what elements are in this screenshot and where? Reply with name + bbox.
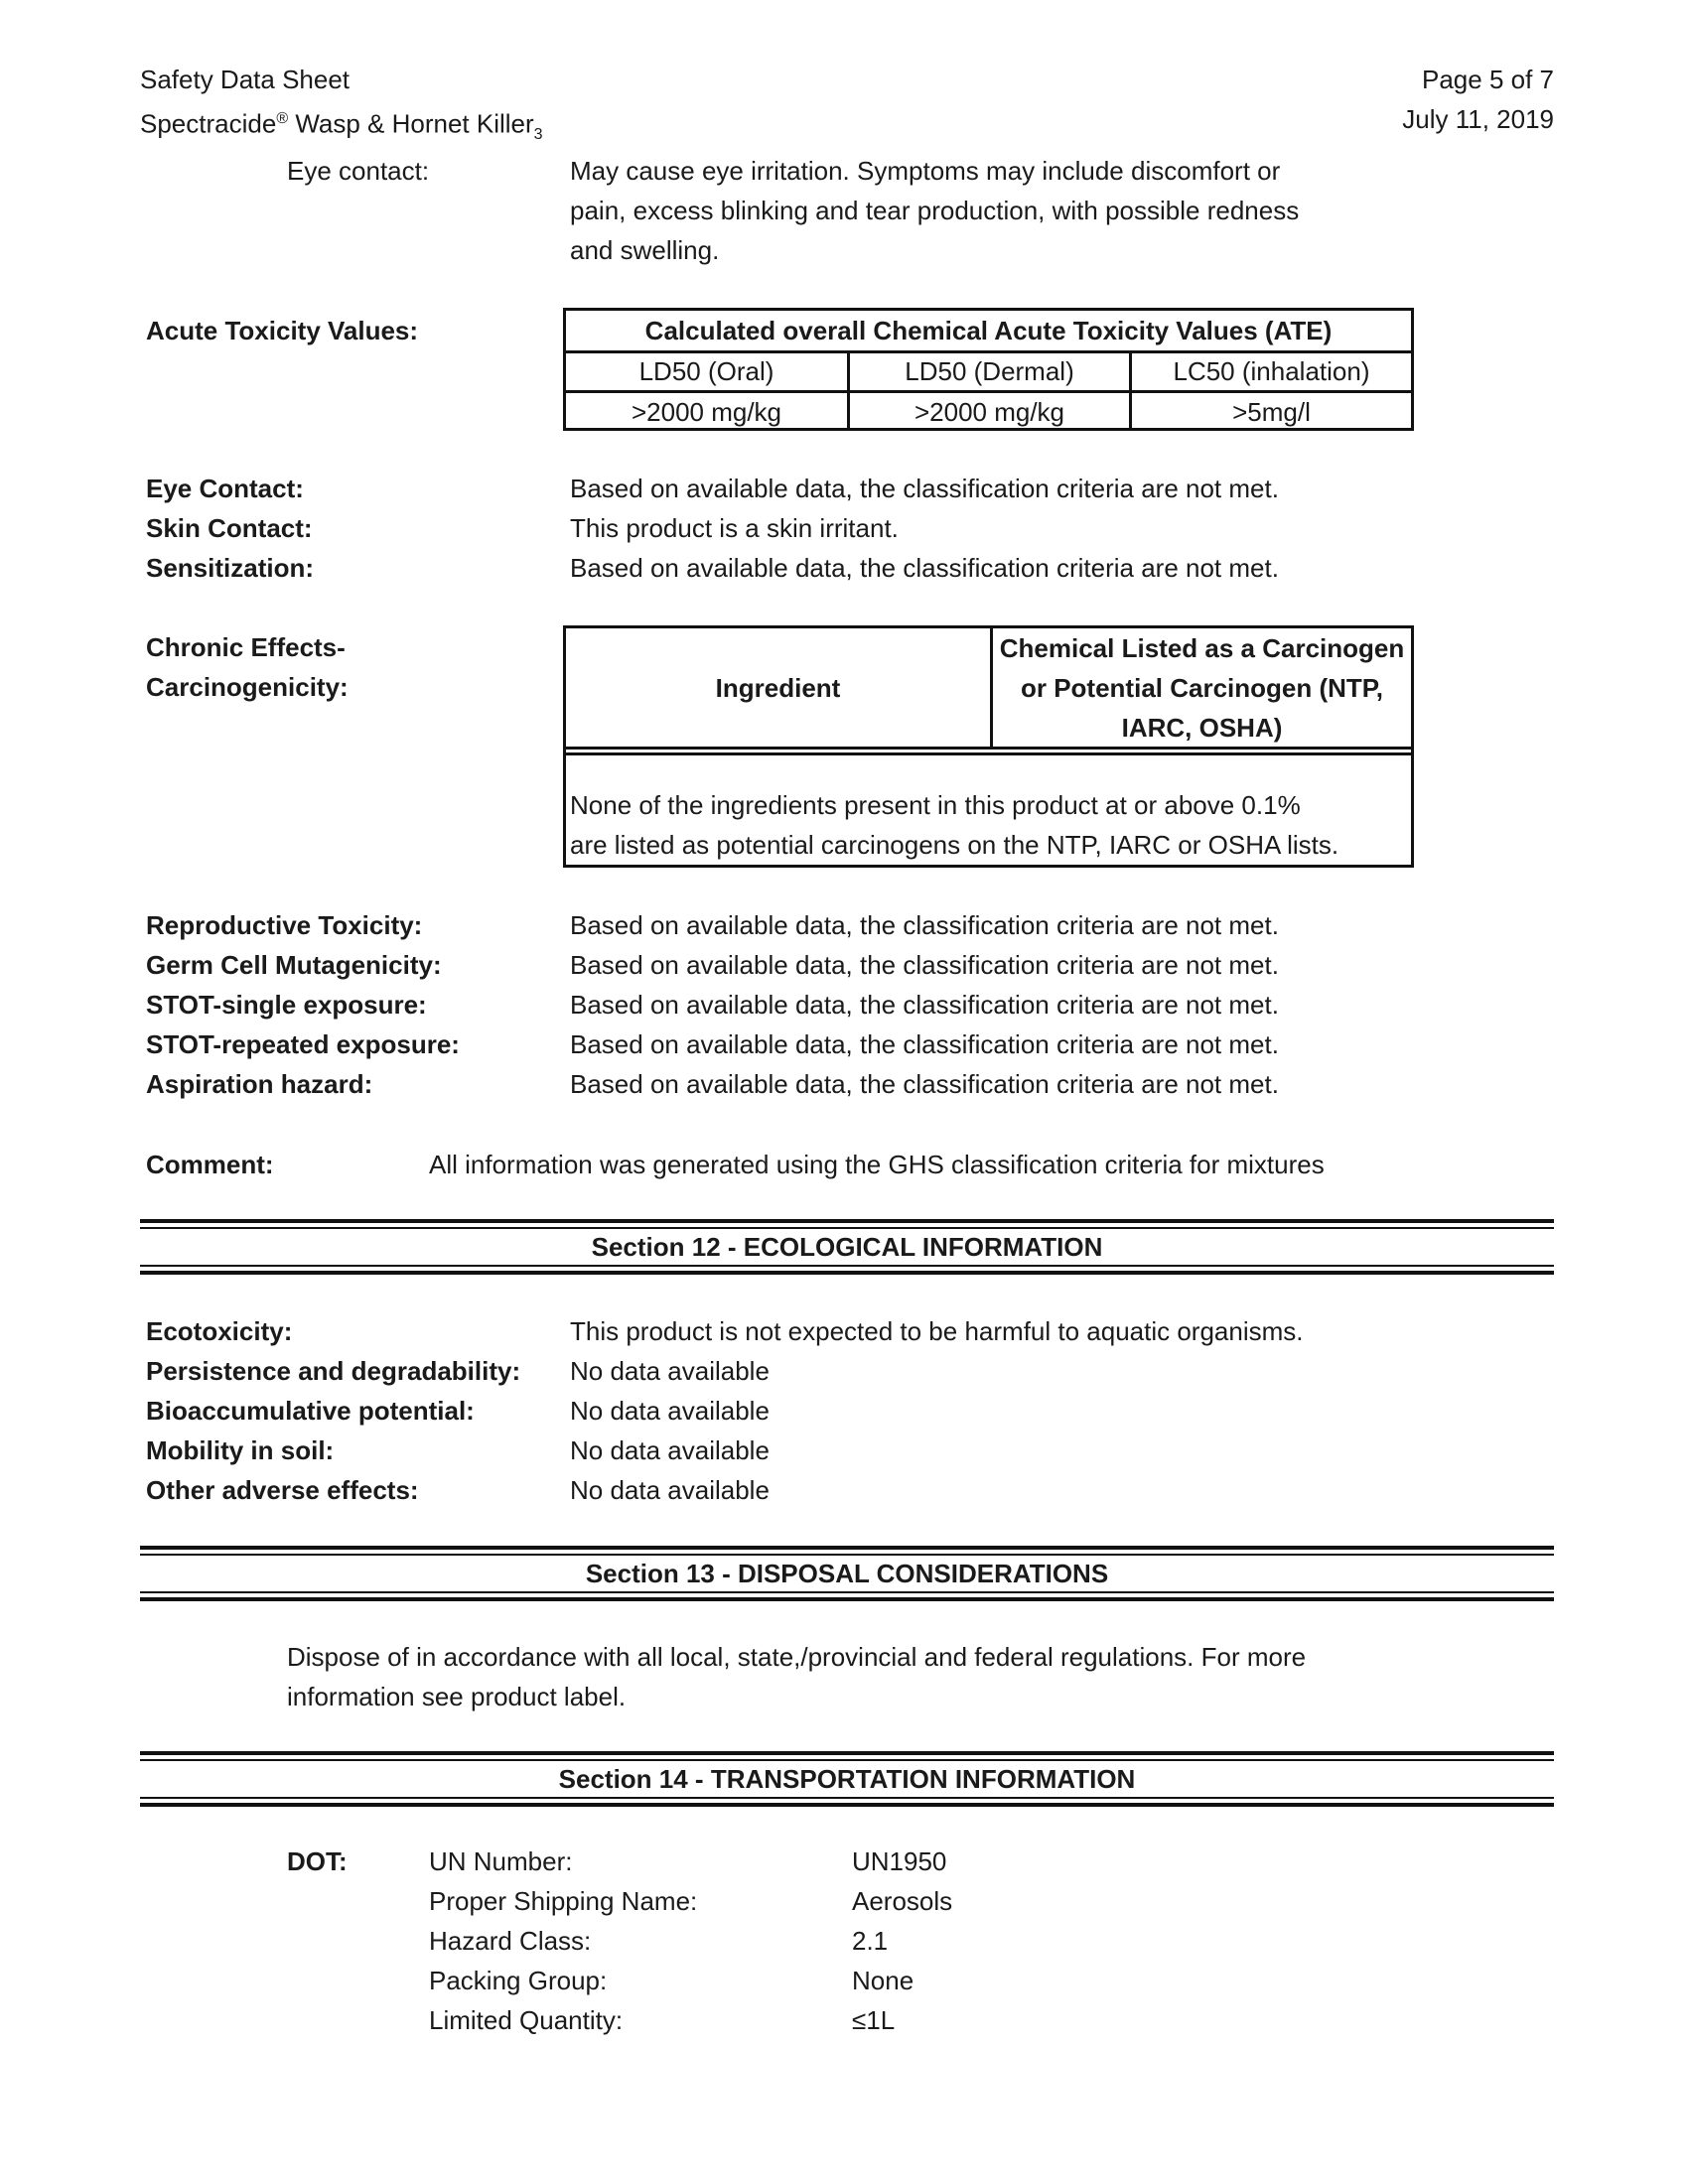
ecotoxicity-label: Ecotoxicity:	[146, 1316, 293, 1346]
stot-single-label: STOT-single exposure:	[146, 990, 427, 1020]
ate-table-title: Calculated overall Chemical Acute Toxicity Values (ATE)	[644, 316, 1333, 345]
ate-header-dermal: LD50 (Dermal)	[905, 356, 1074, 386]
acute-toxicity-table	[563, 308, 1414, 431]
bioaccumulative-label: Bioaccumulative potential:	[146, 1396, 475, 1426]
packing-group-value: None	[852, 1966, 914, 1995]
persistence-value: No data available	[570, 1356, 770, 1386]
acute-toxicity-label: Acute Toxicity Values:	[146, 316, 419, 345]
un-number-label: UN Number:	[429, 1846, 573, 1876]
section-12-title: Section 12 - ECOLOGICAL INFORMATION	[591, 1232, 1103, 1262]
section-14-title: Section 14 - TRANSPORTATION INFORMATION	[558, 1764, 1136, 1794]
section-13-rule-bottom	[140, 1597, 1554, 1601]
mobility-value: No data available	[570, 1435, 770, 1465]
carcinogen-col-ingredient: Ingredient	[715, 672, 841, 703]
product-name: Spectracide® Wasp & Hornet Killer$_3$	[140, 108, 543, 143]
chronic-label-1: Chronic Effects-	[146, 632, 346, 662]
eye-contact-item-value: Based on available data, the classification criteria are not met.	[570, 474, 1279, 503]
carcinogen-col-listed-line-1: Chemical Listed as a Carcinogen	[999, 632, 1405, 663]
disposal-line-1: Dispose of in accordance with all local, state,/provincial and federal regulations. For more	[287, 1642, 1307, 1672]
ate-header-inhalation: LC50 (inhalation)	[1173, 356, 1370, 386]
eye-contact-line-2: pain, excess blinking and tear production, with possible redness	[570, 196, 1300, 225]
section-14-rule-bottom-thin	[140, 1797, 1554, 1799]
shipping-name-value: Aerosols	[852, 1886, 953, 1916]
shipping-name-label: Proper Shipping Name:	[429, 1886, 698, 1916]
carcinogen-col-listed-line-2: or Potential Carcinogen (NTP,	[1020, 672, 1383, 703]
section-13-title: Section 13 - DISPOSAL CONSIDERATIONS	[585, 1559, 1109, 1588]
section-14-rule-top	[140, 1751, 1554, 1755]
sensitization-label: Sensitization:	[146, 553, 315, 583]
page-number: Page 5 of 7	[1422, 65, 1554, 94]
carcinogen-table	[563, 625, 1414, 868]
ecotoxicity-value: This product is not expected to be harmful to aquatic organisms.	[570, 1316, 1304, 1346]
disposal-line-2: information see product label.	[287, 1682, 627, 1711]
section-13-rule-bottom-thin	[140, 1591, 1554, 1593]
chronic-label-2: Carcinogenicity:	[146, 672, 349, 702]
packing-group-label: Packing Group:	[429, 1966, 608, 1995]
germ-cell-value: Based on available data, the classification criteria are not met.	[570, 950, 1279, 980]
eye-contact-label: Eye contact:	[287, 156, 430, 186]
carcinogen-col-listed	[993, 628, 1411, 747]
section-14-rule-bottom	[140, 1803, 1554, 1807]
stot-repeated-value: Based on available data, the classification criteria are not met.	[570, 1029, 1279, 1059]
persistence-label: Persistence and degradability:	[146, 1356, 521, 1386]
sensitization-value: Based on available data, the classification criteria are not met.	[570, 553, 1279, 583]
comment-text: All information was generated using the GHS classification criteria for mixtures	[429, 1150, 1325, 1179]
ate-value-dermal: >2000 mg/kg	[914, 397, 1065, 427]
carcinogen-note-line-1: None of the ingredients present in this product at or above 0.1%	[570, 790, 1301, 820]
stot-repeated-label: STOT-repeated exposure:	[146, 1029, 460, 1059]
un-number-value: UN1950	[852, 1846, 947, 1876]
section-12-rule-top	[140, 1219, 1554, 1223]
bioaccumulative-value: No data available	[570, 1396, 770, 1426]
dot-label: DOT:	[287, 1846, 348, 1876]
stot-single-value: Based on available data, the classification criteria are not met.	[570, 990, 1279, 1020]
aspiration-label: Aspiration hazard:	[146, 1069, 373, 1099]
hazard-class-value: 2.1	[852, 1926, 889, 1956]
eye-contact-line-3: and swelling.	[570, 235, 720, 265]
comment-label: Comment:	[146, 1150, 274, 1179]
limited-quantity-label: Limited Quantity:	[429, 2005, 624, 2035]
ate-value-inhalation: >5mg/l	[1232, 397, 1311, 427]
other-effects-label: Other adverse effects:	[146, 1475, 419, 1505]
other-effects-value: No data available	[570, 1475, 770, 1505]
eye-contact-line-1: May cause eye irritation. Symptoms may include discomfort or	[570, 156, 1281, 186]
aspiration-value: Based on available data, the classification criteria are not met.	[570, 1069, 1279, 1099]
section-12-rule-bottom	[140, 1271, 1554, 1275]
mobility-label: Mobility in soil:	[146, 1435, 335, 1465]
skin-contact-value: This product is a skin irritant.	[570, 513, 899, 543]
reproductive-toxicity-value: Based on available data, the classification criteria are not met.	[570, 910, 1279, 940]
carcinogen-note-line-2: are listed as potential carcinogens on the NTP, IARC or OSHA lists.	[570, 830, 1339, 860]
ate-header-oral: LD50 (Oral)	[638, 356, 774, 386]
doc-type: Safety Data Sheet	[140, 65, 351, 94]
section-12-rule-bottom-thin	[140, 1265, 1554, 1267]
hazard-class-label: Hazard Class:	[429, 1926, 592, 1956]
germ-cell-label: Germ Cell Mutagenicity:	[146, 950, 442, 980]
eye-contact-item-label: Eye Contact:	[146, 474, 304, 503]
ate-value-oral: >2000 mg/kg	[631, 397, 782, 427]
limited-quantity-value: ≤1L	[852, 2005, 896, 2035]
section-13-rule-top	[140, 1546, 1554, 1550]
reproductive-toxicity-label: Reproductive Toxicity:	[146, 910, 423, 940]
doc-date: July 11, 2019	[1402, 104, 1554, 134]
carcinogen-col-listed-line-3: IARC, OSHA)	[1121, 712, 1283, 743]
skin-contact-label: Skin Contact:	[146, 513, 313, 543]
